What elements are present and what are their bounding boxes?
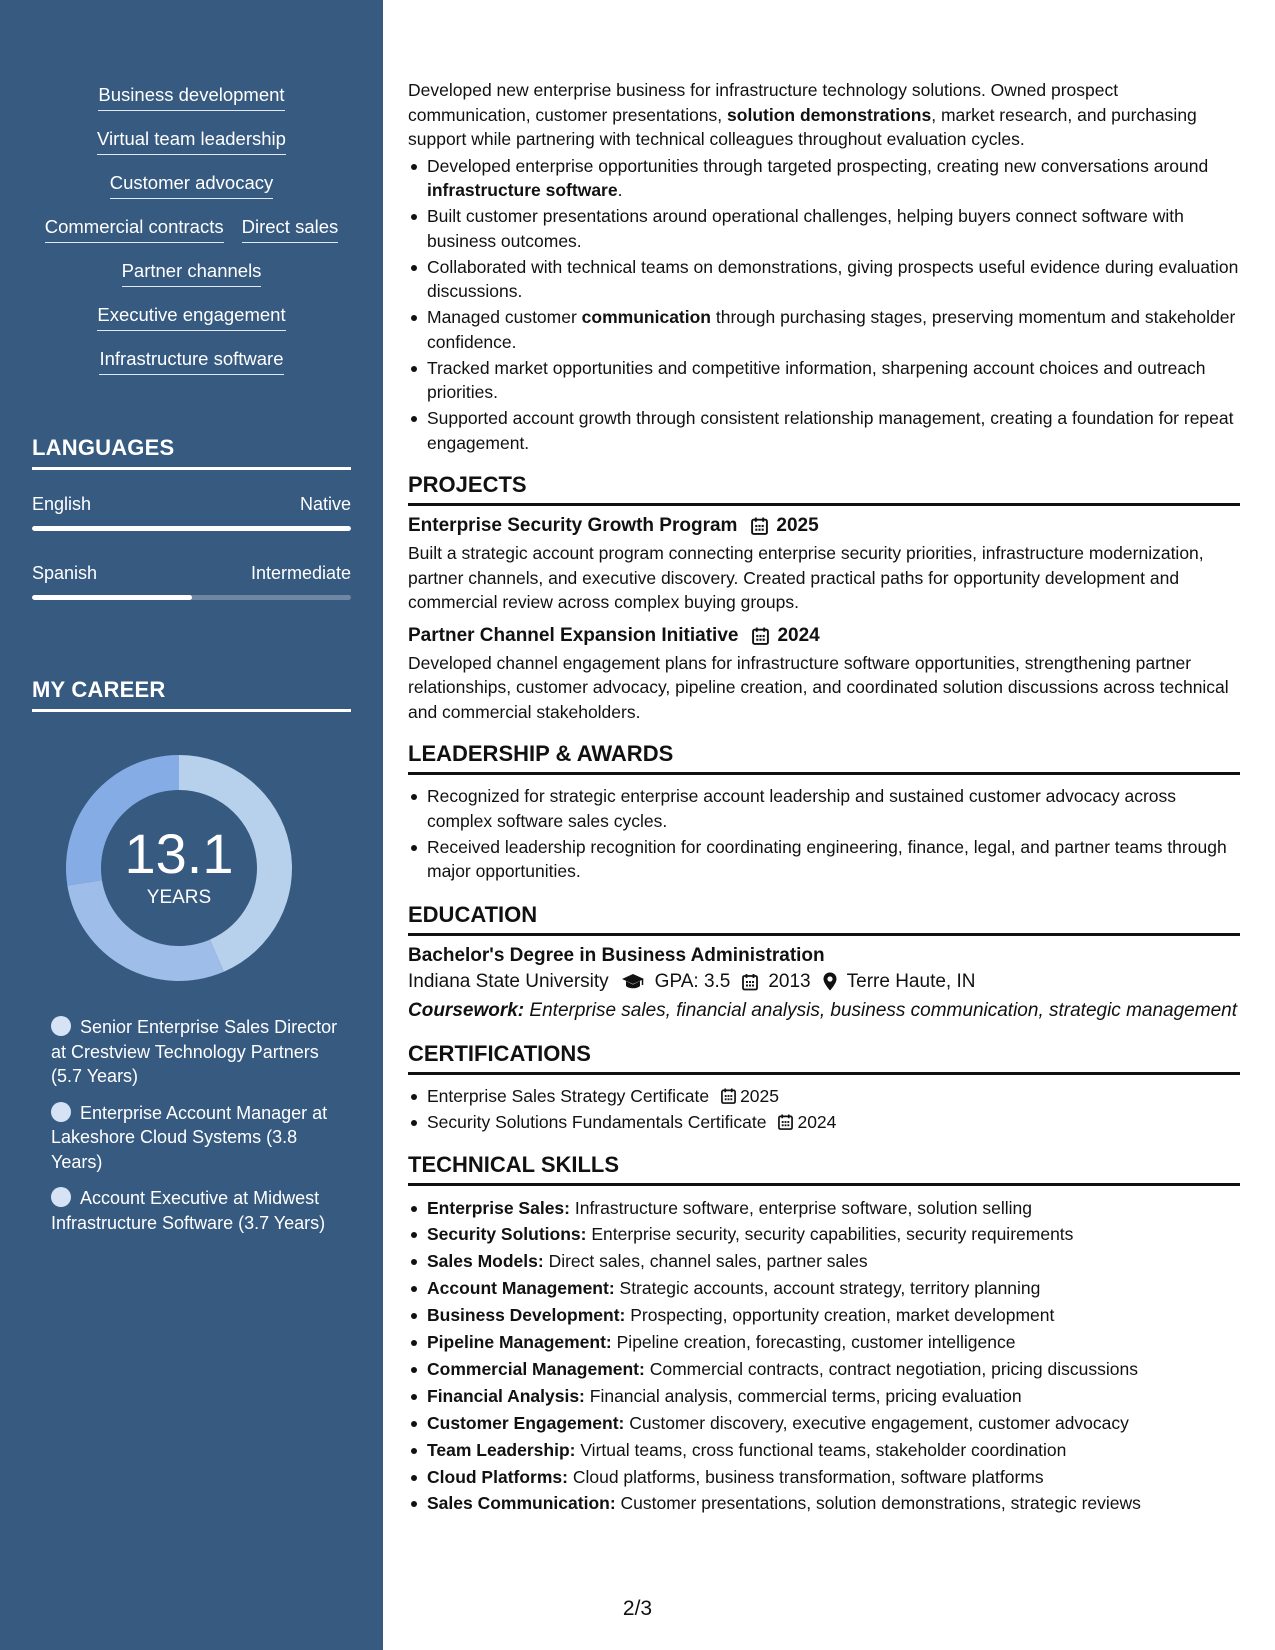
list-item: Managed customer communication through purchasing stages, preserving momentum and stakeholder confidence. bbox=[408, 305, 1240, 354]
school-location: Terre Haute, IN bbox=[846, 970, 976, 992]
sidebar bbox=[0, 0, 383, 1650]
graduation-year: 2013 bbox=[768, 970, 811, 992]
language-level: Native bbox=[299, 494, 351, 514]
bullet-dot-icon bbox=[51, 1187, 71, 1207]
degree-title: Bachelor's Degree in Business Administration bbox=[408, 944, 825, 966]
skill-tag-row bbox=[0, 216, 383, 243]
experience-bullets bbox=[408, 154, 1240, 456]
list-item: Security Solutions Fundamentals Certificate 2024 bbox=[408, 1110, 1240, 1135]
project-title: Enterprise Security Growth Program 2025 bbox=[408, 515, 819, 536]
skill-tag: Virtual team leadership bbox=[97, 128, 286, 155]
project-year: 2024 bbox=[777, 624, 820, 646]
leadership-list bbox=[408, 784, 1240, 884]
certifications-heading: CERTIFICATIONS bbox=[408, 1041, 1240, 1075]
leadership-heading: LEADERSHIP & AWARDS bbox=[408, 741, 1240, 775]
skill-tag-row bbox=[0, 348, 383, 375]
language-level: Intermediate bbox=[250, 563, 351, 583]
language-proficiency-bar bbox=[32, 595, 351, 600]
page-number: 2/3 bbox=[622, 1597, 653, 1620]
list-item: Cloud Platforms: Cloud platforms, business transformation, software platforms bbox=[408, 1464, 1240, 1491]
technical-skills-heading: TECHNICAL SKILLS bbox=[408, 1152, 1240, 1186]
list-item: Commercial Management: Commercial contracts, contract negotiation, pricing discussions bbox=[408, 1356, 1240, 1383]
list-item: Account Management: Strategic accounts, account strategy, territory planning bbox=[408, 1275, 1240, 1302]
skill-tag-row bbox=[0, 260, 383, 287]
list-item: Pipeline Management: Pipeline creation, forecasting, customer intelligence bbox=[408, 1329, 1240, 1356]
list-item: Team Leadership: Virtual teams, cross functional teams, stakeholder coordination bbox=[408, 1437, 1240, 1464]
list-item: Customer Engagement: Customer discovery, executive engagement, customer advocacy bbox=[408, 1410, 1240, 1437]
language-spanish bbox=[32, 563, 351, 600]
career-item: Account Executive at Midwest Infrastructure Software (3.7 Years) bbox=[51, 1188, 326, 1233]
career-donut-chart bbox=[66, 755, 292, 981]
list-item: Sales Communication: Customer presentations, solution demonstrations, strategic reviews bbox=[408, 1490, 1240, 1517]
career-total bbox=[66, 755, 292, 981]
education-heading: EDUCATION bbox=[408, 902, 1240, 936]
list-item: Tracked market opportunities and competitive information, sharpening account choices and outreach priorities. bbox=[408, 356, 1240, 405]
skill-tag-row bbox=[0, 172, 383, 199]
project-description: Developed channel engagement plans for infrastructure software opportunities, strengthening partner relationships, customer advocacy, pipeline creation, and coordinated solution discussions across technical and commercial stakeholders. bbox=[408, 652, 1229, 722]
calendar-icon bbox=[778, 1114, 793, 1130]
skill-tag-row bbox=[0, 128, 383, 155]
skill-tags bbox=[0, 84, 383, 392]
list-item: Business Development: Prospecting, opportunity creation, market development bbox=[408, 1302, 1240, 1329]
bullet-dot-icon bbox=[51, 1016, 71, 1036]
career-heading: MY CAREER bbox=[32, 677, 351, 712]
project-title: Partner Channel Expansion Initiative 2024 bbox=[408, 624, 820, 646]
skill-tag: Executive engagement bbox=[97, 304, 285, 331]
skill-tag: Business development bbox=[98, 84, 284, 111]
projects-heading: PROJECTS bbox=[408, 472, 1240, 506]
skill-tag: Partner channels bbox=[122, 260, 262, 287]
graduation-cap-icon bbox=[621, 973, 645, 990]
calendar-icon bbox=[742, 973, 758, 991]
list-item: Developed enterprise opportunities through targeted prospecting, creating new conversations around infrastructure software. bbox=[408, 154, 1240, 203]
language-proficiency-fill bbox=[32, 526, 351, 531]
school-name: Indiana State University bbox=[408, 970, 609, 992]
experience-summary: Developed new enterprise business for infrastructure technology solutions. Owned prospect communication, customer presentations, solution demonstrations, market research, and purchasing support while partnering with technical colleagues throughout evaluation cycles. bbox=[408, 80, 1197, 149]
location-pin-icon bbox=[823, 972, 837, 991]
list-item: Recognized for strategic enterprise account leadership and sustained customer advocacy across complex software sales cycles. bbox=[408, 784, 1240, 833]
technical-skills-list bbox=[408, 1195, 1240, 1518]
language-name: English bbox=[32, 494, 92, 514]
calendar-icon bbox=[721, 1088, 736, 1104]
list-item: Security Solutions: Enterprise security, security capabilities, security requirements bbox=[408, 1221, 1240, 1248]
skill-tag-row bbox=[0, 84, 383, 111]
skill-tag: Direct sales bbox=[242, 216, 339, 243]
calendar-icon bbox=[752, 627, 769, 645]
language-proficiency-fill bbox=[32, 595, 192, 600]
list-item: Enterprise Sales Strategy Certificate 2025 bbox=[408, 1084, 1240, 1109]
gpa: GPA: 3.5 bbox=[654, 970, 731, 992]
list-item: Financial Analysis: Financial analysis, commercial terms, pricing evaluation bbox=[408, 1383, 1240, 1410]
languages-heading: LANGUAGES bbox=[32, 435, 351, 470]
skill-tag: Customer advocacy bbox=[110, 172, 273, 199]
list-item: Built customer presentations around operational challenges, helping buyers connect software with business outcomes. bbox=[408, 204, 1240, 253]
career-item: Senior Enterprise Sales Director at Crestview Technology Partners (5.7 Years) bbox=[51, 1017, 338, 1086]
language-proficiency-bar bbox=[32, 526, 351, 531]
career-item: Enterprise Account Manager at Lakeshore Cloud Systems (3.8 Years) bbox=[51, 1102, 328, 1172]
list-item: Received leadership recognition for coordinating engineering, finance, legal, and partner teams through major opportunities. bbox=[408, 835, 1240, 884]
coursework: Coursework: Enterprise sales, financial analysis, business communication, strategic management bbox=[408, 999, 1237, 1021]
career-total-unit: YEARS bbox=[146, 887, 212, 908]
skill-tag: Infrastructure software bbox=[99, 348, 283, 375]
education-details bbox=[408, 971, 1240, 993]
language-name: Spanish bbox=[32, 563, 98, 583]
calendar-icon bbox=[751, 517, 768, 535]
project-year: 2025 bbox=[776, 515, 819, 536]
list-item: Sales Models: Direct sales, channel sales, partner sales bbox=[408, 1248, 1240, 1275]
career-list bbox=[51, 1015, 341, 1247]
career-total-value: 13.1 bbox=[124, 822, 234, 885]
list-item: Enterprise Sales: Infrastructure software, enterprise software, solution selling bbox=[408, 1195, 1240, 1222]
skill-tag-row bbox=[0, 304, 383, 331]
bullet-dot-icon bbox=[51, 1102, 71, 1122]
language-english bbox=[32, 494, 351, 531]
main-content bbox=[408, 78, 1240, 1517]
project-description: Built a strategic account program connecting enterprise security priorities, infrastructure modernization, partner channels, and executive discovery. Created practical paths for opportunity development and commercial review across complex buying groups. bbox=[408, 543, 1204, 612]
certifications-list bbox=[408, 1084, 1240, 1135]
list-item: Collaborated with technical teams on demonstrations, giving prospects useful evidence during evaluation discussions. bbox=[408, 255, 1240, 304]
skill-tag: Commercial contracts bbox=[45, 216, 224, 243]
list-item: Supported account growth through consistent relationship management, creating a foundation for repeat engagement. bbox=[408, 406, 1240, 455]
